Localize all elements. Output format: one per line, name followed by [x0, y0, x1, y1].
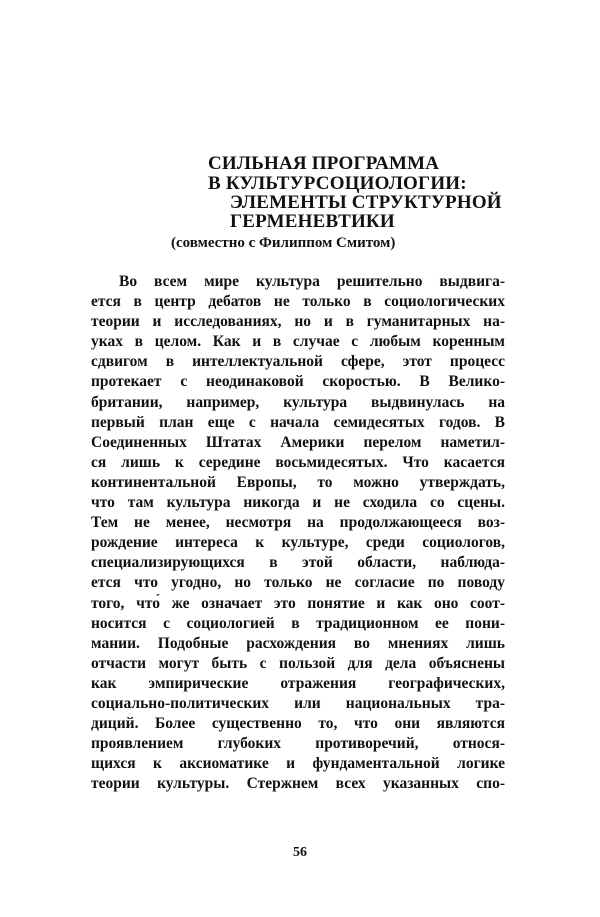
- text-line: первый план еще с начала семидесятых годов. В: [91, 413, 505, 431]
- text-line: что там культура никогда и не сходила со сцены.: [91, 494, 505, 512]
- text-line: того, что́ же означает это понятие и как оно соот-: [91, 594, 505, 612]
- text-line: ся лишь к середине восьмидесятых. Что касается: [91, 453, 505, 471]
- text-line: отчасти могут быть с пользой для дела объяснены: [91, 654, 505, 672]
- text-line: протекает с неодинаковой скоростью. В Велико-: [91, 373, 505, 391]
- text-line: как эмпирические отражения географических,: [91, 674, 505, 692]
- text-line: Во всем мире культура решительно выдвига-: [119, 273, 505, 290]
- text-line: Тем не менее, несмотря на продолжающееся воз-: [91, 514, 505, 532]
- text-line: специализирующихся в этой области, наблюда-: [91, 554, 505, 572]
- text-line: уках в целом. Как и в случае с любым коренным: [91, 333, 505, 351]
- text-line: мании. Подобные расхождения во мнениях лишь: [91, 634, 505, 652]
- text-line: щихся к аксиоматике и фундаментальной логике: [91, 755, 505, 773]
- text-line: британии, например, культура выдвинулась на: [91, 393, 505, 411]
- text-line: теории культуры. Стержнем всех указанных спо-: [91, 775, 505, 793]
- chapter-title-line-4: ГЕРМЕНЕВТИКИ: [230, 211, 395, 232]
- text-line: континентальной Европы, то можно утверждать,: [91, 473, 505, 491]
- page-number: 56: [293, 845, 307, 860]
- text-line: ется в центр дебатов не только в социологических: [91, 293, 505, 311]
- chapter-title-line-3: ЭЛЕМЕНТЫ СТРУКТУРНОЙ: [230, 192, 502, 213]
- chapter-title-line-1: СИЛЬНАЯ ПРОГРАММА: [208, 153, 440, 174]
- text-line: сдвигом в интеллектуальной сфере, этот процесс: [91, 353, 505, 371]
- chapter-subtitle: (совместно с Филиппом Смитом): [171, 235, 396, 251]
- text-line: носится с социологией в традиционном ее пони-: [91, 614, 505, 632]
- body-paragraph: [91, 272, 505, 794]
- text-line: рождение интереса к культуре, среди социологов,: [91, 534, 505, 552]
- text-line: диций. Более существенно то, что они являются: [91, 715, 505, 733]
- text-line: теории и исследованиях, но и в гуманитарных на-: [91, 313, 505, 331]
- text-line: социально-политических или национальных тра-: [91, 694, 505, 712]
- text-line: ется что угодно, но только не согласие по поводу: [91, 574, 505, 592]
- text-line: проявлением глубоких противоречий, относя-: [91, 735, 505, 753]
- chapter-title-line-2: В КУЛЬТУРСОЦИОЛОГИИ:: [208, 173, 467, 194]
- text-line: Соединенных Штатах Америки перелом наметил-: [91, 433, 505, 451]
